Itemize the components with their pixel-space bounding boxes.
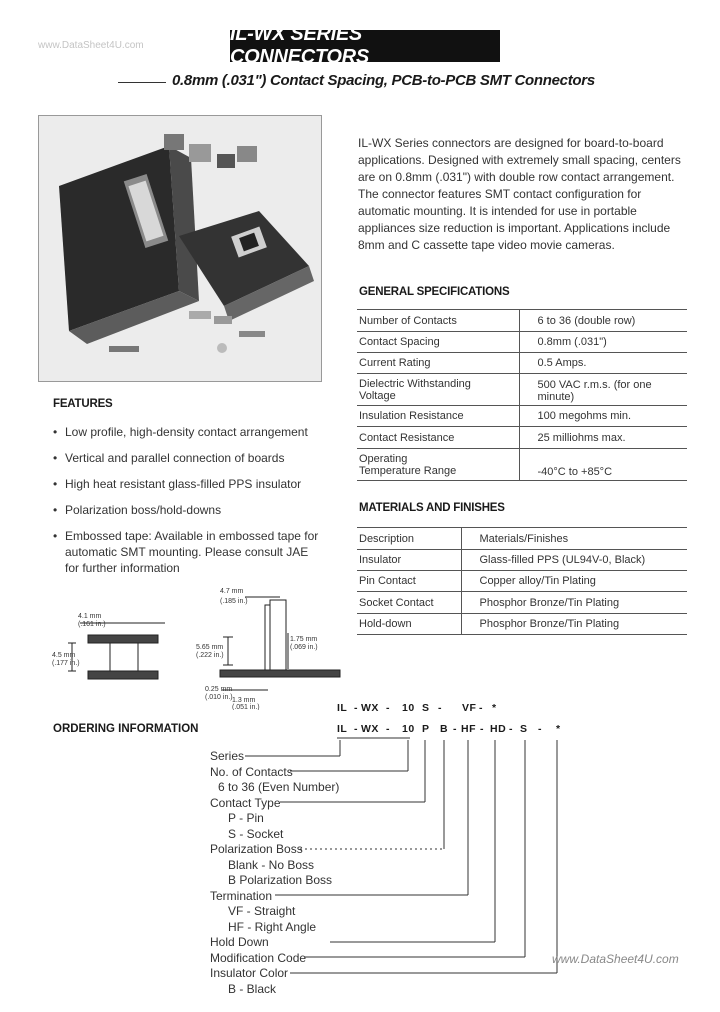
watermark-bottom: www.DataSheet4U.com — [552, 952, 679, 966]
code-part: - — [386, 723, 390, 735]
spec-value: -40°C to +85°C — [519, 449, 687, 481]
general-specs-title: GENERAL SPECIFICATIONS — [359, 286, 510, 298]
code-part: - — [354, 723, 358, 735]
dim-label: 1.3 mm — [232, 697, 256, 704]
dim-label: 0.25 mm — [205, 686, 233, 693]
code-part: VF — [462, 702, 477, 714]
code-part: HF — [461, 723, 476, 735]
legend-contacts: No. of Contacts — [210, 764, 293, 779]
code-part: 10 — [402, 702, 415, 714]
watermark-top: www.DataSheet4U.com — [38, 40, 144, 51]
legend-contacts-range: 6 to 36 (Even Number) — [218, 780, 340, 794]
spec-label: Contact Resistance — [357, 427, 519, 449]
features-title: FEATURES — [53, 398, 113, 410]
code-part: - — [453, 723, 457, 735]
materials-value: Materials/Finishes — [461, 528, 687, 550]
legend-straight: VF - Straight — [228, 904, 296, 918]
dim-label: (.177 in.) — [52, 660, 80, 667]
feature-text: Vertical and parallel connection of boards — [65, 451, 285, 465]
code-part: S — [422, 702, 430, 714]
dim-label: 5.65 mm — [196, 644, 224, 651]
materials-value: Phosphor Bronze/Tin Plating — [461, 614, 687, 635]
legend-termination: Termination — [210, 888, 273, 903]
code-part: * — [492, 702, 497, 714]
feature-text: Polarization boss/hold-downs — [65, 503, 222, 517]
code-part: - — [354, 702, 358, 714]
intro-paragraph: IL-WX Series connectors are designed for board-to-board applications. Designed with extremely small spacing, centers are on 0.8mm (.031") with double row contact arrangement. The connector features SMT contact configuration for automatic mounting. It is intended for use in portable appliances size reduction is important. Applications include 8mm and C cassette tape video movie cameras. — [358, 136, 681, 252]
legend-right-angle: HF - Right Angle — [228, 919, 317, 934]
dim-label: (.051 in.) — [232, 704, 260, 710]
materials-label: Description — [357, 528, 461, 550]
code-part: IL — [337, 702, 348, 714]
materials-title: MATERIALS AND FINISHES — [359, 502, 505, 514]
dim-label: (.010 in.) — [205, 694, 233, 701]
spec-value: 100 megohms min. — [519, 406, 687, 427]
ordering-legend — [210, 749, 339, 997]
spec-label: Operating Temperature Range — [357, 449, 519, 481]
legend-socket: S - Socket — [228, 826, 284, 841]
bullet-icon: • — [53, 477, 58, 491]
page-title: IL-WX SERIES CONNECTORS — [230, 30, 500, 62]
materials-value: Copper alloy/Tin Plating — [461, 571, 687, 592]
materials-value: Glass-filled PPS (UL94V-0, Black) — [461, 550, 687, 571]
dim-label: 4.1 mm — [78, 613, 102, 620]
legend-black: B - Black — [228, 981, 277, 996]
code-part: - — [479, 702, 483, 714]
spec-label: Number of Contacts — [357, 310, 519, 332]
feature-text: Embossed tape: Available in embossed tape for automatic SMT mounting. Please consult JAE for further information — [65, 529, 319, 575]
code-part: IL — [337, 723, 348, 735]
legend-no-boss: Blank - No Boss — [228, 857, 315, 872]
bullet-icon: • — [53, 503, 58, 517]
code-part: S — [520, 723, 528, 735]
legend-insulator-color: Insulator Color — [210, 966, 289, 980]
code-part: - — [480, 723, 484, 735]
dim-label: 1.75 mm — [290, 636, 318, 643]
page-subtitle: 0.8mm (.031") Contact Spacing, PCB-to-PCB SMT Connectors — [172, 72, 595, 89]
legend-pin: P - Pin — [228, 811, 264, 825]
dim-label: (.185 in.) — [220, 598, 248, 605]
materials-label: Insulator — [357, 550, 461, 571]
materials-label: Pin Contact — [357, 571, 461, 592]
code-part: WX — [361, 723, 379, 735]
spec-label: Contact Spacing — [357, 332, 519, 353]
spec-value: 500 VAC r.m.s. (for one minute) — [519, 374, 687, 406]
legend-boss: B Polarization Boss — [228, 873, 333, 887]
code-part: 10 — [402, 723, 415, 735]
legend-contact-type: Contact Type — [210, 795, 281, 810]
bullet-icon: • — [53, 425, 58, 439]
legend-modification: Modification Code — [210, 950, 307, 965]
code-part: WX — [361, 702, 379, 714]
dim-label: 4.5 mm — [52, 652, 76, 659]
feature-text: High heat resistant glass-filled PPS insulator — [65, 477, 302, 491]
code-part: P — [422, 723, 430, 735]
dim-label: 4.7 mm — [220, 588, 244, 595]
spec-value: 6 to 36 (double row) — [519, 310, 687, 332]
legend-series: Series — [210, 749, 245, 763]
legend-hold-down: Hold Down — [210, 935, 269, 949]
code-part: HD — [490, 723, 507, 735]
code-part: - — [509, 723, 513, 735]
spec-label: Insulation Resistance — [357, 406, 519, 427]
spec-label: Dielectric Withstanding Voltage — [357, 374, 519, 406]
spec-value: 0.5 Amps. — [519, 353, 687, 374]
spec-value: 0.8mm (.031") — [519, 332, 687, 353]
dim-label: (.222 in.) — [196, 652, 224, 659]
code-part: - — [538, 723, 542, 735]
code-part: * — [556, 723, 561, 735]
materials-label: Hold-down — [357, 614, 461, 635]
feature-text: Low profile, high-density contact arrangement — [65, 425, 308, 439]
dim-label: (.069 in.) — [290, 644, 318, 651]
bullet-icon: • — [53, 451, 58, 465]
materials-label: Socket Contact — [357, 592, 461, 614]
spec-label: Current Rating — [357, 353, 519, 374]
legend-polarization: Polarization Boss — [210, 842, 303, 856]
dim-label: (.161 in.) — [78, 621, 106, 628]
code-part: - — [438, 702, 442, 714]
spec-value: 25 milliohms max. — [519, 427, 687, 449]
bullet-icon: • — [53, 529, 58, 543]
materials-value: Phosphor Bronze/Tin Plating — [461, 592, 687, 614]
code-part: - — [386, 702, 390, 714]
code-part: B — [440, 723, 449, 735]
ordering-title: ORDERING INFORMATION — [53, 723, 199, 735]
